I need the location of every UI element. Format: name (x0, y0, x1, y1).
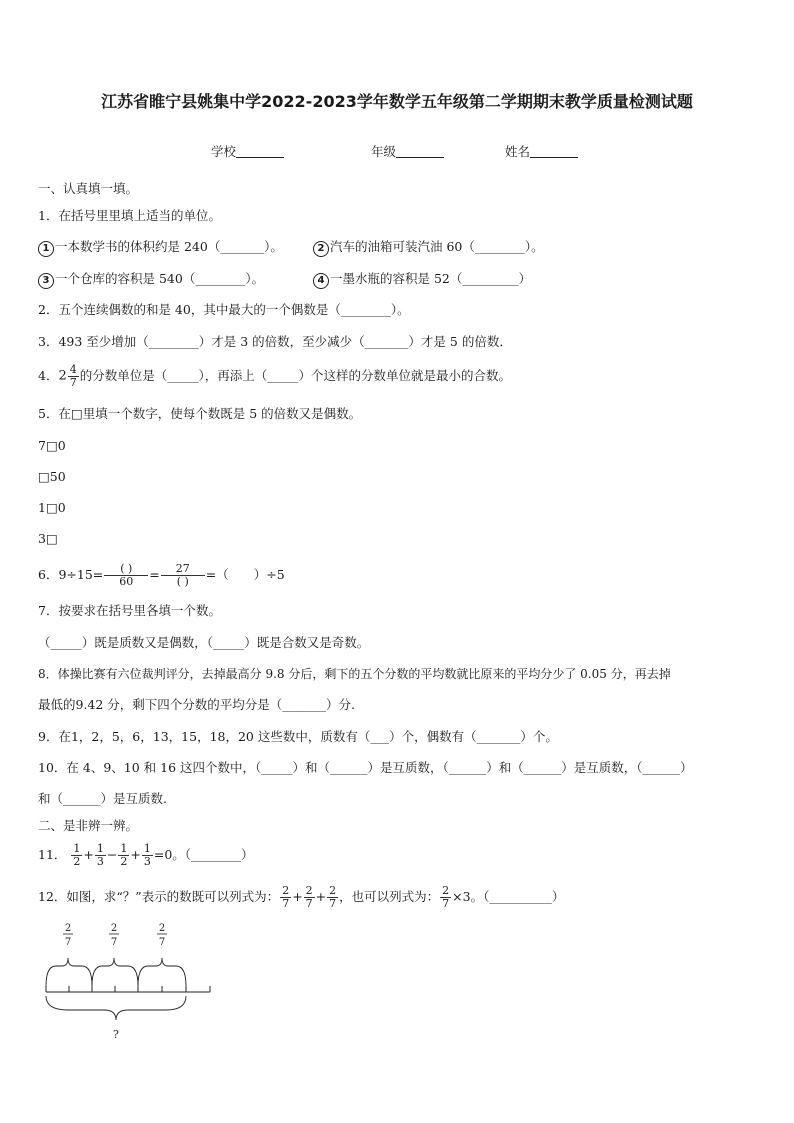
section-2-heading: 二、是非辨一辨。 (38, 818, 139, 833)
question-8-line-2: 最低的9.42 分，剩下四个分数的平均分是（_______）分. (38, 697, 356, 712)
denominator: 7 (329, 897, 337, 910)
fraction-numerator: 4 (69, 363, 77, 376)
name-label: 姓名 (505, 144, 531, 159)
minus-sign: − (106, 847, 118, 862)
fraction-b (95, 843, 106, 868)
label-denominator-3: 7 (158, 937, 166, 948)
fraction-2-numerator: 27 (161, 563, 205, 576)
denominator: 7 (282, 897, 290, 910)
fraction-3 (327, 885, 338, 910)
denominator: 3 (96, 855, 104, 868)
question-6 (38, 560, 285, 590)
question-1-row-2b (313, 271, 531, 289)
page-title: 江苏省睢宁县姚集中学2022-2023学年数学五年级第二学期期末教学质量检测试题 (101, 92, 693, 111)
numerator: 2 (329, 884, 337, 897)
equals-sign: = (149, 567, 160, 582)
question-3: 3．493 至少增加（________）才是 3 的倍数，至少减少（_______）才是 5 的倍数． (38, 334, 512, 349)
question-12-mid: ，也可以列式为： (339, 889, 440, 904)
question-1-c: 一个仓库的容积是 540（________）。 (55, 271, 265, 286)
question-1-row-2 (38, 271, 264, 289)
question-6-suffix: =（ ）÷5 (205, 567, 285, 582)
question-9: 9．在1，2，5，6，13，15，18，20 这些数中，质数有（___）个，偶数有（_______）个。 (38, 729, 558, 744)
fraction-4 (440, 885, 451, 910)
school-label: 学校 (211, 144, 237, 159)
label-denominator-1: 7 (64, 937, 72, 948)
circled-number-1: 1 (38, 241, 54, 257)
top-brace-3 (138, 958, 186, 986)
question-1-b: 汽车的油箱可装汽油 60（________）。 (330, 239, 544, 254)
bottom-brace (46, 996, 186, 1020)
fraction-2-denominator: ( ) (176, 575, 189, 588)
fraction-d (142, 843, 153, 868)
question-1-a: 一本数学书的体积约是 240（_______）。 (55, 239, 283, 254)
fraction-1-denominator: 60 (119, 575, 134, 588)
question-mark-label: ? (113, 1028, 119, 1041)
plus-sign: + (292, 889, 303, 904)
question-5-item-4: 3□ (38, 531, 58, 546)
label-denominator-2: 7 (110, 937, 118, 948)
question-4 (38, 362, 511, 391)
denominator: 2 (120, 855, 128, 868)
numerator: 1 (143, 842, 151, 855)
question-10-line-2: 和（______）是互质数. (38, 791, 167, 806)
question-1-row-1 (38, 239, 283, 257)
question-2: 2．五个连续偶数的和是 40，其中最大的一个偶数是（________）。 (38, 302, 410, 317)
question-10-line-1: 10．在 4、9、10 和 16 这四个数中，（_____）和（______）是互质数，（______）和（______）是互质数，（______） (38, 760, 693, 775)
label-numerator-1: 2 (64, 923, 72, 934)
numerator: 1 (120, 842, 128, 855)
question-4-text: 的分数单位是（_____），再添上（_____）个这样的分数单位就是最小的合数。 (79, 368, 511, 383)
fraction-c (118, 843, 129, 868)
question-6-text: 6．9÷15= (38, 567, 104, 582)
denominator: 7 (442, 897, 450, 910)
denominator: 3 (143, 855, 151, 868)
denominator: 2 (73, 855, 81, 868)
question-12-text: 12．如图，求“？”表示的数既可以列式为： (38, 889, 280, 904)
number-line-diagram (38, 922, 218, 1047)
fraction-a (71, 843, 82, 868)
top-brace-1 (46, 958, 92, 986)
plus-sign: + (315, 889, 327, 904)
label-numerator-2: 2 (110, 923, 118, 934)
school-field (211, 142, 284, 160)
question-7-line: （_____）既是质数又是偶数，（_____）既是合数又是奇数。 (38, 635, 370, 650)
plus-sign: + (83, 847, 94, 862)
top-brace-2 (92, 958, 138, 986)
grade-blank[interactable] (396, 144, 444, 158)
numerator: 2 (305, 884, 313, 897)
section-1-heading: 一、认真填一填。 (38, 181, 139, 196)
mixed-fraction (68, 364, 79, 389)
question-8-line-1: 8．体操比赛有六位裁判评分，去掉最高分 9.8 分后，剩下的五个分数的平均数就比原来的平均分少了 0.05 分，再去掉 (38, 667, 671, 681)
fraction-1 (104, 563, 148, 588)
question-12 (38, 880, 564, 914)
question-5-item-3: 1□0 (38, 500, 66, 515)
fraction-2 (161, 563, 205, 588)
label-numerator-3: 2 (158, 923, 166, 934)
question-4-number: 4． (38, 368, 59, 383)
question-12-suffix: ×3。（__________） (452, 889, 565, 904)
denominator: 7 (305, 897, 313, 910)
plus-sign: + (130, 847, 141, 862)
question-11 (38, 838, 254, 872)
numerator: 1 (96, 842, 104, 855)
grade-label: 年级 (371, 144, 397, 159)
question-1-d: 一墨水瓶的容积是 52（_________） (330, 271, 532, 286)
numerator: 2 (442, 884, 450, 897)
question-1: 1．在括号里里填上适当的单位。 (38, 208, 221, 223)
circled-number-4: 4 (313, 273, 329, 289)
numerator: 2 (282, 884, 290, 897)
name-blank[interactable] (530, 144, 578, 158)
question-5-item-1: 7□0 (38, 438, 66, 453)
question-11-suffix: =0。（________） (153, 847, 254, 862)
fraction-1-numerator: ( ) (104, 563, 148, 576)
name-field (505, 142, 578, 160)
question-7: 7．按要求在括号里各填一个数。 (38, 603, 221, 618)
numerator: 1 (73, 842, 81, 855)
school-blank[interactable] (236, 144, 284, 158)
fraction-denominator: 7 (69, 376, 77, 389)
question-5: 5．在□里填一个数字，使每个数既是 5 的倍数又是偶数。 (38, 406, 362, 421)
fraction-1 (280, 885, 291, 910)
fraction-2 (304, 885, 315, 910)
circled-number-3: 3 (38, 273, 54, 289)
grade-field (371, 142, 444, 160)
circled-number-2: 2 (313, 241, 329, 257)
question-1-row-1b (313, 239, 544, 257)
question-5-item-2: □50 (38, 469, 66, 484)
question-11-number: 11． (38, 847, 67, 862)
mixed-integer: 2 (58, 368, 67, 384)
